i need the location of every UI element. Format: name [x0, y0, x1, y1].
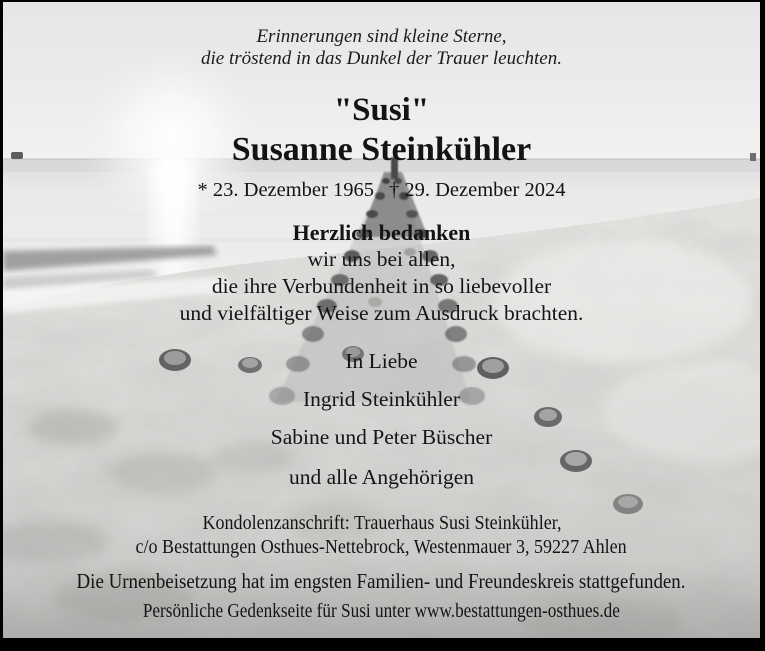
burial-note-text: Die Urnenbeisetzung hat im engsten Familien- und Freundeskreis stattgefunden. — [77, 569, 686, 593]
mourner-name-2: Sabine und Peter Büscher — [270, 425, 493, 449]
thanks-line-2: die ihre Verbundenheit in so liebevoller — [211, 274, 552, 298]
thanks-heading: Herzlich bedanken — [292, 220, 471, 245]
condolence-line-2: c/o Bestattungen Osthues-Nettebrock, Westenmauer 3, 59227 Ahlen — [135, 535, 628, 558]
mourner-name-3: und alle Angehörigen — [288, 465, 475, 489]
memorial-page-note — [3, 600, 760, 623]
condolence-line-1: Kondolenzanschrift: Trauerhaus Susi Steinkühler, — [201, 512, 562, 534]
epigraph-line-2: die tröstend in das Dunkel der Trauer leuchten. — [201, 48, 562, 69]
birth-date: * 23. Dezember 1965 — [197, 179, 374, 201]
death-date: † 29. Dezember 2024 — [389, 179, 566, 201]
nickname-title: "Susi" — [333, 92, 430, 128]
mourners-intro: In Liebe — [345, 349, 418, 373]
memorial-page-text: Persönliche Gedenkseite für Susi unter www.bestattungen-osthues.de — [142, 600, 621, 622]
epigraph — [3, 26, 760, 70]
mourner-name-1: Ingrid Steinkühler — [302, 387, 461, 411]
life-dates — [3, 178, 760, 202]
thanks-line-1: wir uns bei allen, — [307, 247, 456, 271]
thanks-line-3: und vielfältiger Weise zum Ausdruck brachten. — [179, 301, 584, 325]
obituary-text — [3, 2, 760, 638]
epigraph-line-1: Erinnerungen sind kleine Sterne, — [256, 26, 507, 47]
condolence-address — [3, 512, 760, 559]
thanks-block — [3, 219, 760, 327]
deceased-name: Susanne Steinkühler — [231, 131, 532, 168]
burial-note — [3, 569, 760, 594]
